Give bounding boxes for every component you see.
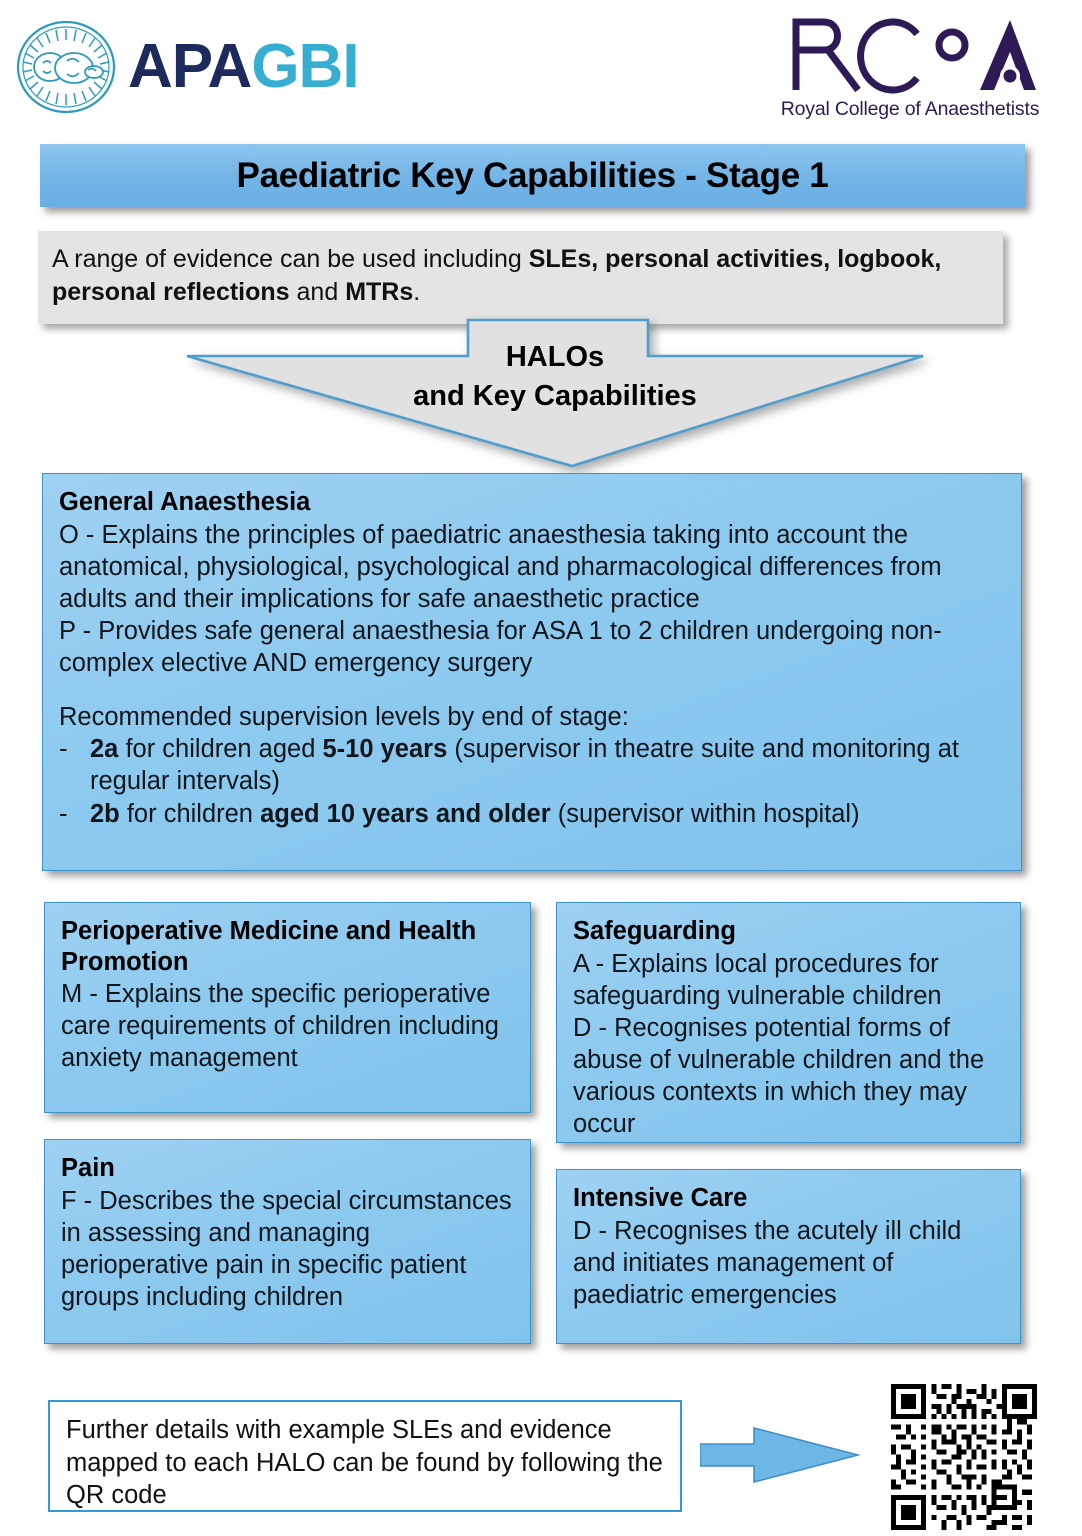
page-header xyxy=(0,0,1082,138)
ga-paragraph-p: P - Provides safe general anaesthesia for ASA 1 to 2 children undergoing non-complex elective AND emergency surgery xyxy=(59,616,942,678)
page-title: Paediatric Key Capabilities - Stage 1 xyxy=(236,155,829,195)
capability-body-general-anaesthesia xyxy=(59,519,1005,830)
rcoa-logo xyxy=(760,14,1060,121)
capability-title-safeguarding: Safeguarding xyxy=(573,917,736,945)
capability-box-general-anaesthesia xyxy=(42,473,1022,871)
rcoa-subtitle: Royal College of Anaesthetists xyxy=(780,98,1040,120)
ga-supervision-heading: Recommended supervision levels by end of stage: xyxy=(59,703,629,732)
ga-2a-text-1: for children aged xyxy=(118,735,323,764)
capability-body-perioperative-medicine: M - Explains the specific perioperative care requirements of children including anxiety management xyxy=(61,980,499,1073)
capability-title-general-anaesthesia: General Anaesthesia xyxy=(59,488,311,516)
ga-2a-text-2: (supervisor in theatre suite and monitoring at regular intervals) xyxy=(90,735,959,796)
ga-2b-age: aged 10 years and older xyxy=(260,799,551,828)
right-arrow-icon xyxy=(700,1418,860,1494)
capability-box-intensive-care xyxy=(556,1169,1021,1344)
evidence-mid: and xyxy=(289,278,346,307)
evidence-lead: A range of evidence can be used including xyxy=(52,245,529,273)
ga-paragraph-o: O - Explains the principles of paediatric anaesthesia taking into account the anatomical, physiological, psychological and pharmacological differences from adults and their implications for safe anaesthetic practice xyxy=(59,520,942,613)
halo-line-2: and Key Capabilities xyxy=(413,380,697,413)
capability-title-intensive-care: Intensive Care xyxy=(573,1184,748,1212)
evidence-note-box xyxy=(38,231,1003,324)
apagbi-wordmark xyxy=(128,32,359,101)
page-title-banner xyxy=(40,144,1025,207)
capability-box-safeguarding xyxy=(556,902,1021,1143)
ga-2a-age: 5-10 years xyxy=(322,735,448,764)
safeguarding-paragraph-d: D - Recognises potential forms of abuse of vulnerable children and the various contexts in which they may occur xyxy=(573,1013,985,1139)
down-arrow-icon xyxy=(185,318,925,468)
capability-body-intensive-care: D - Recognises the acutely ill child and initiates management of paediatric emergencies xyxy=(573,1216,962,1309)
safeguarding-paragraph-a: A - Explains local procedures for safeguarding vulnerable children xyxy=(573,949,942,1010)
apagbi-logo xyxy=(14,18,359,116)
ga-supervision-list xyxy=(59,733,1005,829)
apagbi-baby-sunburst-emblem-icon xyxy=(14,18,118,116)
apagbi-word-dark: APA xyxy=(128,32,252,101)
capability-title-pain: Pain xyxy=(61,1154,115,1182)
bullet-dash: - xyxy=(59,735,68,764)
qr-note-text: Further details with example SLEs and evidence mapped to each HALO can be found by following the QR code xyxy=(66,1416,663,1510)
evidence-note-text xyxy=(52,243,989,310)
ga-2a-level: 2a xyxy=(90,735,119,764)
evidence-bold-2: MTRs xyxy=(345,278,414,307)
evidence-tail: . xyxy=(413,278,421,307)
halo-arrow xyxy=(185,318,925,468)
ga-2b-text-2: (supervisor within hospital) xyxy=(550,799,860,828)
ga-supervision-item-2a xyxy=(59,733,1005,797)
evidence-bold-1: SLEs, personal activities, logbook, personal reflections xyxy=(52,245,942,307)
rcoa-monogram-icon xyxy=(784,14,1036,96)
ga-2b-level: 2b xyxy=(90,799,120,828)
ga-2b-text-1: for children xyxy=(119,799,261,828)
capability-body-pain: F - Describes the special circumstances in assessing and managing perioperative pain in specific patient groups including children xyxy=(61,1186,512,1311)
capability-title-perioperative-medicine: Perioperative Medicine and Health Promotion xyxy=(61,917,477,976)
bullet-dash: - xyxy=(59,799,68,828)
apagbi-word-teal: GBI xyxy=(251,32,359,101)
capability-box-perioperative-medicine xyxy=(44,902,531,1113)
ga-supervision-item-2b xyxy=(59,798,1005,830)
capability-box-pain xyxy=(44,1139,531,1344)
qr-code-icon[interactable] xyxy=(874,1384,1054,1530)
halo-line-1: HALOs xyxy=(505,341,605,373)
capability-body-safeguarding xyxy=(573,948,1004,1141)
qr-note-box xyxy=(48,1400,682,1512)
ga-spacer xyxy=(59,679,1005,701)
